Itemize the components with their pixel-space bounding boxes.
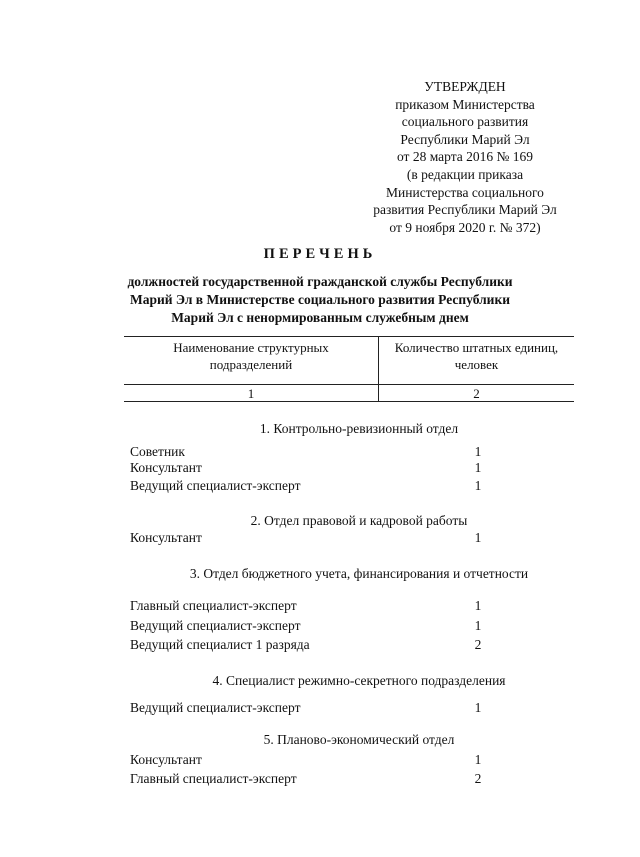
position-name: Главный специалист-эксперт <box>130 771 297 786</box>
position-count: 1 <box>474 530 482 545</box>
header-cell-count: Количество штатных единиц, человек <box>394 340 559 372</box>
position-count: 1 <box>474 598 482 613</box>
section-title: 2. Отдел правовой и кадровой работы <box>250 513 468 528</box>
document-title: ПЕРЕЧЕНЬ <box>263 246 377 262</box>
position-name: Советник <box>130 444 185 459</box>
table-bottom-rule <box>124 401 574 402</box>
position-name: Ведущий специалист-эксперт <box>130 478 301 493</box>
section-title: 4. Специалист режимно-секретного подразделения <box>212 673 506 688</box>
document-subtitle <box>0 273 640 327</box>
position-count: 1 <box>474 460 482 475</box>
position-name: Консультант <box>130 460 202 475</box>
approval-line: Республики Марий Эл <box>400 131 530 147</box>
subtitle-line: Марий Эл в Министерстве социального развития Республики <box>129 292 511 307</box>
section-title: 3. Отдел бюджетного учета, финансирования и отчетности <box>189 566 529 581</box>
position-name: Ведущий специалист 1 разряда <box>130 637 310 652</box>
section-title: 1. Контрольно-ревизионный отдел <box>259 421 459 436</box>
approval-line: приказом Министерства <box>395 96 535 112</box>
approval-block <box>360 78 570 236</box>
position-count: 2 <box>474 637 482 652</box>
subtitle-line: Марий Эл с ненормированным служебным днем <box>171 310 469 325</box>
position-count: 1 <box>474 618 482 633</box>
position-name: Ведущий специалист-эксперт <box>130 618 301 633</box>
approval-line: (в редакции приказа <box>406 166 524 182</box>
section-title: 5. Планово-экономический отдел <box>263 732 455 747</box>
approval-line: УТВЕРЖДЕН <box>424 79 506 94</box>
position-name: Главный специалист-эксперт <box>130 598 297 613</box>
position-name: Консультант <box>130 530 202 545</box>
position-name: Консультант <box>130 752 202 767</box>
table-header-rule <box>124 384 574 385</box>
position-count: 1 <box>474 478 482 493</box>
header-cell-name: Наименование структурных подразделений <box>173 340 329 372</box>
column-number-1: 1 <box>247 386 255 401</box>
position-count: 1 <box>474 752 482 767</box>
approval-line: развития Республики Марий Эл <box>373 202 557 218</box>
position-name: Ведущий специалист-эксперт <box>130 700 301 715</box>
position-count: 2 <box>474 771 482 786</box>
position-count: 1 <box>474 444 482 459</box>
table-top-rule <box>124 336 574 337</box>
approval-line: от 9 ноября 2020 г. № 372) <box>389 219 541 235</box>
approval-line: социального развития <box>401 114 529 130</box>
position-count: 1 <box>474 700 482 715</box>
approval-line: Министерства социального <box>386 184 544 200</box>
subtitle-line: должностей государственной гражданской службы Республики <box>127 274 513 289</box>
column-number-2: 2 <box>473 386 480 401</box>
approval-line: от 28 марта 2016 № 169 <box>396 149 534 165</box>
